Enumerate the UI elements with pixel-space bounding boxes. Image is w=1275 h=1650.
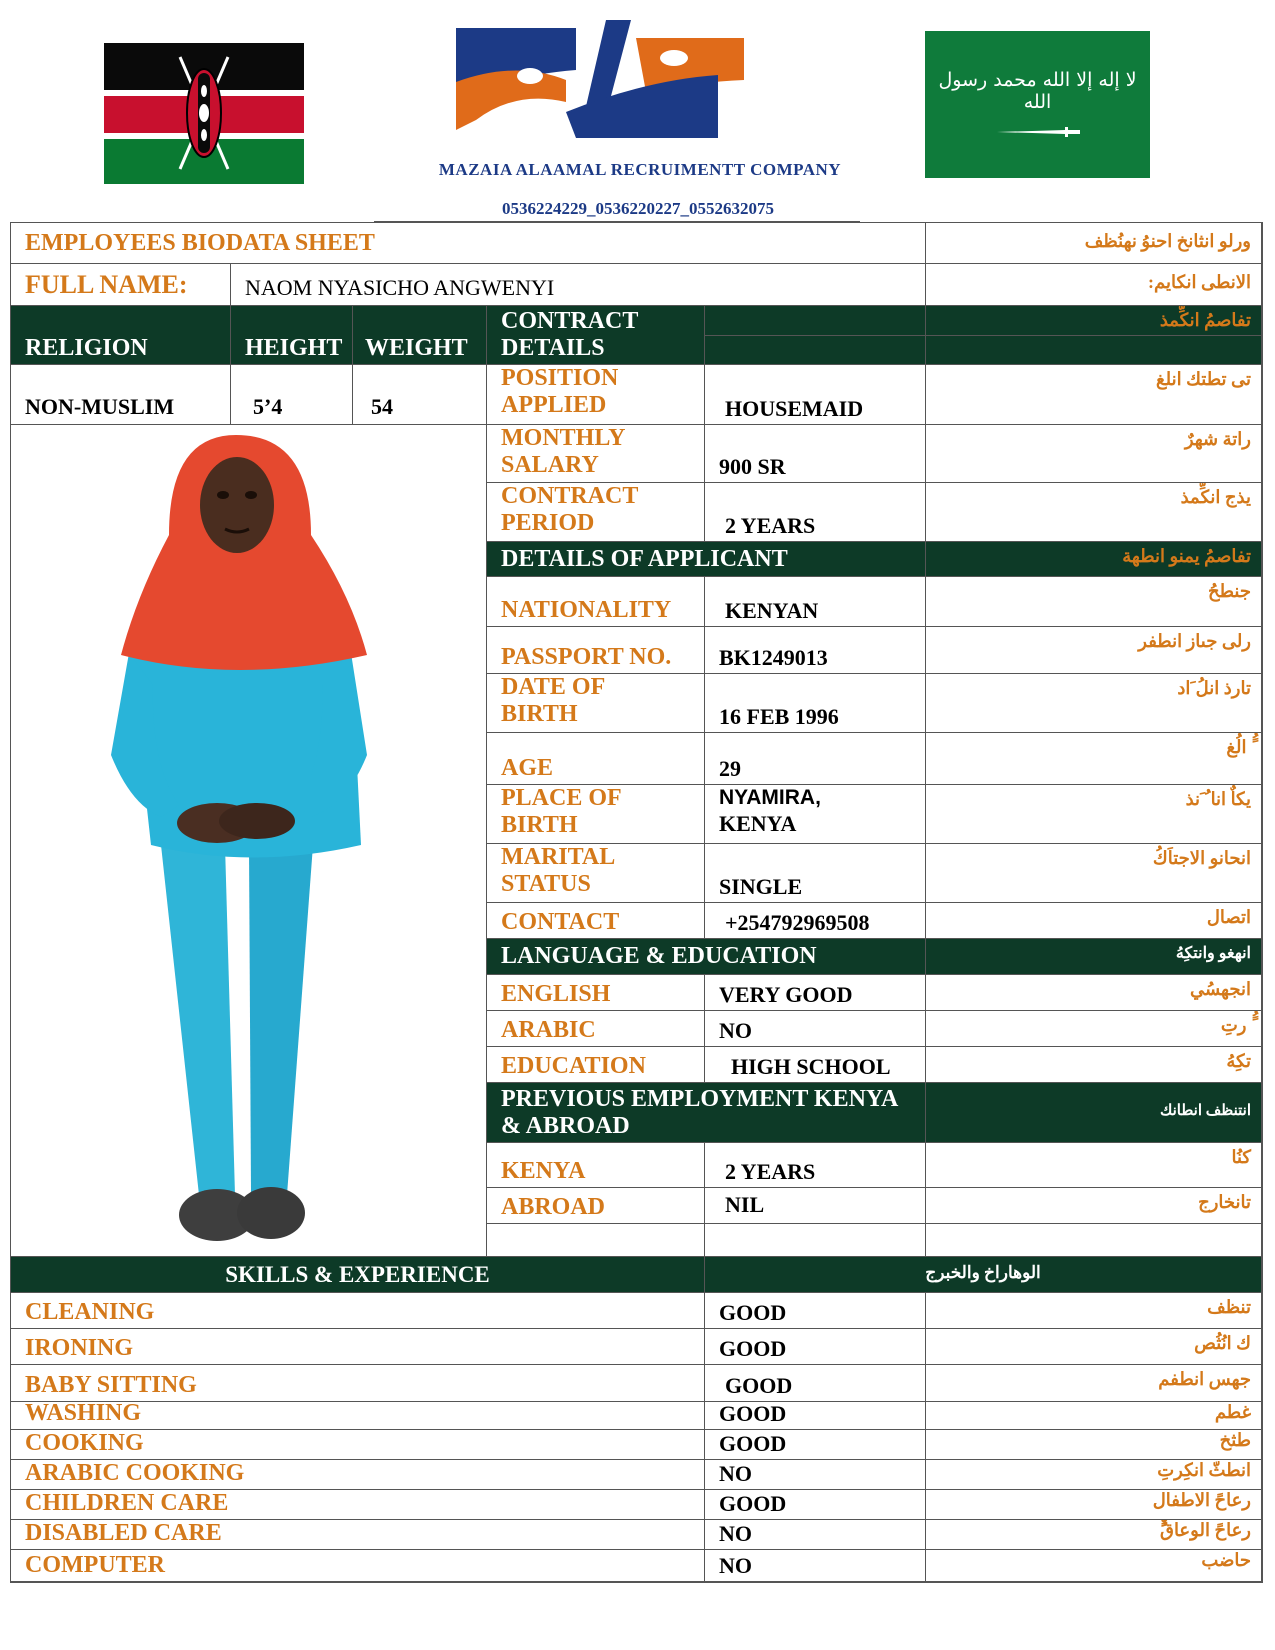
- skills-header: SKILLS & EXPERIENCE: [11, 1257, 705, 1293]
- employment-header-ar: انتنظف انطانك: [926, 1083, 1262, 1143]
- english-value: VERY GOOD: [705, 975, 926, 1011]
- arabic-label: ARABIC: [487, 1011, 705, 1047]
- employment-header-line1: PREVIOUS EMPLOYMENT KENYA: [501, 1086, 899, 1112]
- period-label: [487, 483, 705, 542]
- full-name-value: NAOM NYASICHO ANGWENYI: [231, 264, 926, 306]
- period-value: 2 YEARS: [705, 483, 926, 542]
- period-label-line2: PERIOD: [501, 510, 595, 536]
- skill-label-washing: WASHING: [11, 1402, 705, 1430]
- skill-value-cleaning: GOOD: [705, 1293, 926, 1329]
- position-ar: تى تطتك انلغ: [926, 365, 1262, 425]
- applicant-details-ar: تفاصمُ يمنو انطهة: [926, 542, 1262, 577]
- skill-ar-disabled-care: رعاحً الوعاقٍُّ: [926, 1520, 1262, 1550]
- skill-label-cooking: COOKING: [11, 1430, 705, 1460]
- pob-label-line2: BIRTH: [501, 812, 578, 838]
- blank-cell-3: [926, 1224, 1262, 1257]
- dob-label-line2: BIRTH: [501, 701, 578, 727]
- arabic-value: NO: [705, 1011, 926, 1047]
- age-value: 29: [705, 733, 926, 785]
- position-label: [487, 365, 705, 425]
- sheet-title-ar: ورلو انثانخ احنوُ نهنُظف: [926, 223, 1262, 264]
- skill-label-cleaning: CLEANING: [11, 1293, 705, 1329]
- skill-value-baby-sitting: GOOD: [705, 1365, 926, 1402]
- pob-ar: يكاٌ انا ُ َنذ: [926, 785, 1262, 844]
- skill-ar-computer: حاضب: [926, 1550, 1262, 1582]
- skill-value-cooking: GOOD: [705, 1430, 926, 1460]
- contract-header-ar-blank: [926, 336, 1262, 365]
- saudi-flag-script: لا إله إلا الله محمد رسول الله: [938, 69, 1137, 113]
- age-ar: ًُ الُغ: [926, 733, 1262, 785]
- applicant-photo: [11, 425, 487, 1257]
- sheet-title: EMPLOYEES BIODATA SHEET: [11, 223, 926, 264]
- skill-ar-cooking: طثخ: [926, 1430, 1262, 1460]
- employment-header: [487, 1083, 926, 1143]
- pob-label-line1: PLACE OF: [501, 785, 622, 811]
- contract-details-ar: تفاصمُ انكِّمذ: [926, 306, 1262, 336]
- language-header-ar: انهغو وانتكِهُ: [926, 939, 1262, 975]
- marital-ar: انحانو الاجتاَكُ: [926, 844, 1262, 903]
- nationality-label: NATIONALITY: [487, 577, 705, 627]
- contract-details-line1: CONTRACT: [501, 308, 639, 334]
- skill-value-disabled-care: NO: [705, 1520, 926, 1550]
- dob-value: 16 FEB 1996: [705, 674, 926, 733]
- religion-label: RELIGION: [11, 306, 231, 365]
- english-label: ENGLISH: [487, 975, 705, 1011]
- age-label: AGE: [487, 733, 705, 785]
- phones-underline: [374, 221, 860, 222]
- sword-icon: [995, 125, 1081, 139]
- dob-label: [487, 674, 705, 733]
- skill-ar-baby-sitting: جهس انطفم: [926, 1365, 1262, 1402]
- pob-value-line2: KENYA: [719, 811, 797, 836]
- skill-value-ironing: GOOD: [705, 1329, 926, 1365]
- skill-ar-cleaning: تنظف: [926, 1293, 1262, 1329]
- skill-value-washing: GOOD: [705, 1402, 926, 1430]
- english-ar: انجهسُي: [926, 975, 1262, 1011]
- marital-label-line2: STATUS: [501, 871, 591, 897]
- blank-cell-1: [487, 1224, 705, 1257]
- position-label-line2: APPLIED: [501, 392, 607, 418]
- height-value: 5’4: [231, 365, 353, 425]
- weight-label: WEIGHT: [353, 306, 487, 365]
- marital-label: [487, 844, 705, 903]
- applicant-portrait-illustration: [11, 425, 487, 1257]
- nationality-ar: جنطحُ: [926, 577, 1262, 627]
- skill-ar-ironing: ك انُثُص: [926, 1329, 1262, 1365]
- kenya-ar: كنُا: [926, 1143, 1262, 1188]
- abroad-label: ABROAD: [487, 1188, 705, 1224]
- company-logo: [456, 20, 744, 138]
- weight-value: 54: [353, 365, 487, 425]
- passport-value: BK1249013: [705, 627, 926, 674]
- full-name-ar: الانطى انكايم:: [926, 264, 1262, 306]
- contact-label: CONTACT: [487, 903, 705, 939]
- abroad-ar: تانخارج: [926, 1188, 1262, 1224]
- skill-label-arabic-cooking: ARABIC COOKING: [11, 1460, 705, 1490]
- kenya-value: 2 YEARS: [705, 1143, 926, 1188]
- skill-value-children-care: GOOD: [705, 1490, 926, 1520]
- contract-header-blank-top: [705, 306, 926, 336]
- skill-label-computer: COMPUTER: [11, 1550, 705, 1582]
- education-label: EDUCATION: [487, 1047, 705, 1083]
- skill-ar-arabic-cooking: انطثّ انكِرتِ: [926, 1460, 1262, 1490]
- skill-label-disabled-care: DISABLED CARE: [11, 1520, 705, 1550]
- skill-label-children-care: CHILDREN CARE: [11, 1490, 705, 1520]
- skill-label-baby-sitting: BABY SITTING: [11, 1365, 705, 1402]
- applicant-details-header: DETAILS OF APPLICANT: [487, 542, 926, 577]
- salary-label-line1: MONTHLY: [501, 425, 626, 451]
- education-ar: تكِهُ: [926, 1047, 1262, 1083]
- education-value: HIGH SCHOOL: [705, 1047, 926, 1083]
- position-value: HOUSEMAID: [705, 365, 926, 425]
- company-phones: 0536224229_0536220227_0552632075: [502, 199, 774, 218]
- salary-ar: راتة شهرٌ: [926, 425, 1262, 483]
- pob-value: [705, 785, 926, 844]
- contract-details-line2: DETAILS: [501, 335, 605, 361]
- contract-details-header: [487, 306, 705, 365]
- full-name-label: FULL NAME:: [11, 264, 231, 306]
- skill-value-computer: NO: [705, 1550, 926, 1582]
- employment-header-line2: & ABROAD: [501, 1113, 630, 1139]
- contract-header-blank-bottom: [705, 336, 926, 365]
- salary-value: 900 SR: [705, 425, 926, 483]
- skills-header-ar: الوهاراخ والخبرج: [705, 1257, 1262, 1293]
- marital-value: SINGLE: [705, 844, 926, 903]
- salary-label: [487, 425, 705, 483]
- kenya-flag: [104, 43, 304, 184]
- skill-label-ironing: IRONING: [11, 1329, 705, 1365]
- pob-label: [487, 785, 705, 844]
- arabic-ar: ًُ رتِ: [926, 1011, 1262, 1047]
- saudi-flag: [925, 31, 1150, 178]
- blank-cell-2: [705, 1224, 926, 1257]
- language-header: LANGUAGE & EDUCATION: [487, 939, 926, 975]
- pob-value-line1: NYAMIRA,: [719, 786, 821, 809]
- religion-value: NON-MUSLIM: [11, 365, 231, 425]
- marital-label-line1: MARITAL: [501, 844, 616, 870]
- dob-ar: تارذ انلُ َاد: [926, 674, 1262, 733]
- period-ar: يذج انكِّمذ: [926, 483, 1262, 542]
- skill-value-arabic-cooking: NO: [705, 1460, 926, 1490]
- passport-label: PASSPORT NO.: [487, 627, 705, 674]
- skill-ar-children-care: رعاحً الاطفال: [926, 1490, 1262, 1520]
- salary-label-line2: SALARY: [501, 452, 599, 478]
- passport-ar: رلى جىاز انطفر: [926, 627, 1262, 674]
- contact-ar: اتصال: [926, 903, 1262, 939]
- dob-label-line1: DATE OF: [501, 674, 606, 700]
- contact-value: +254792969508: [705, 903, 926, 939]
- height-label: HEIGHT: [231, 306, 353, 365]
- skill-ar-washing: غطم: [926, 1402, 1262, 1430]
- position-label-line1: POSITION: [501, 365, 619, 391]
- period-label-line1: CONTRACT: [501, 483, 639, 509]
- kenya-label: KENYA: [487, 1143, 705, 1188]
- abroad-value: NIL: [705, 1188, 926, 1224]
- nationality-value: KENYAN: [705, 577, 926, 627]
- company-name: MAZAIA ALAAMAL RECRUIMENTT COMPANY: [438, 160, 842, 179]
